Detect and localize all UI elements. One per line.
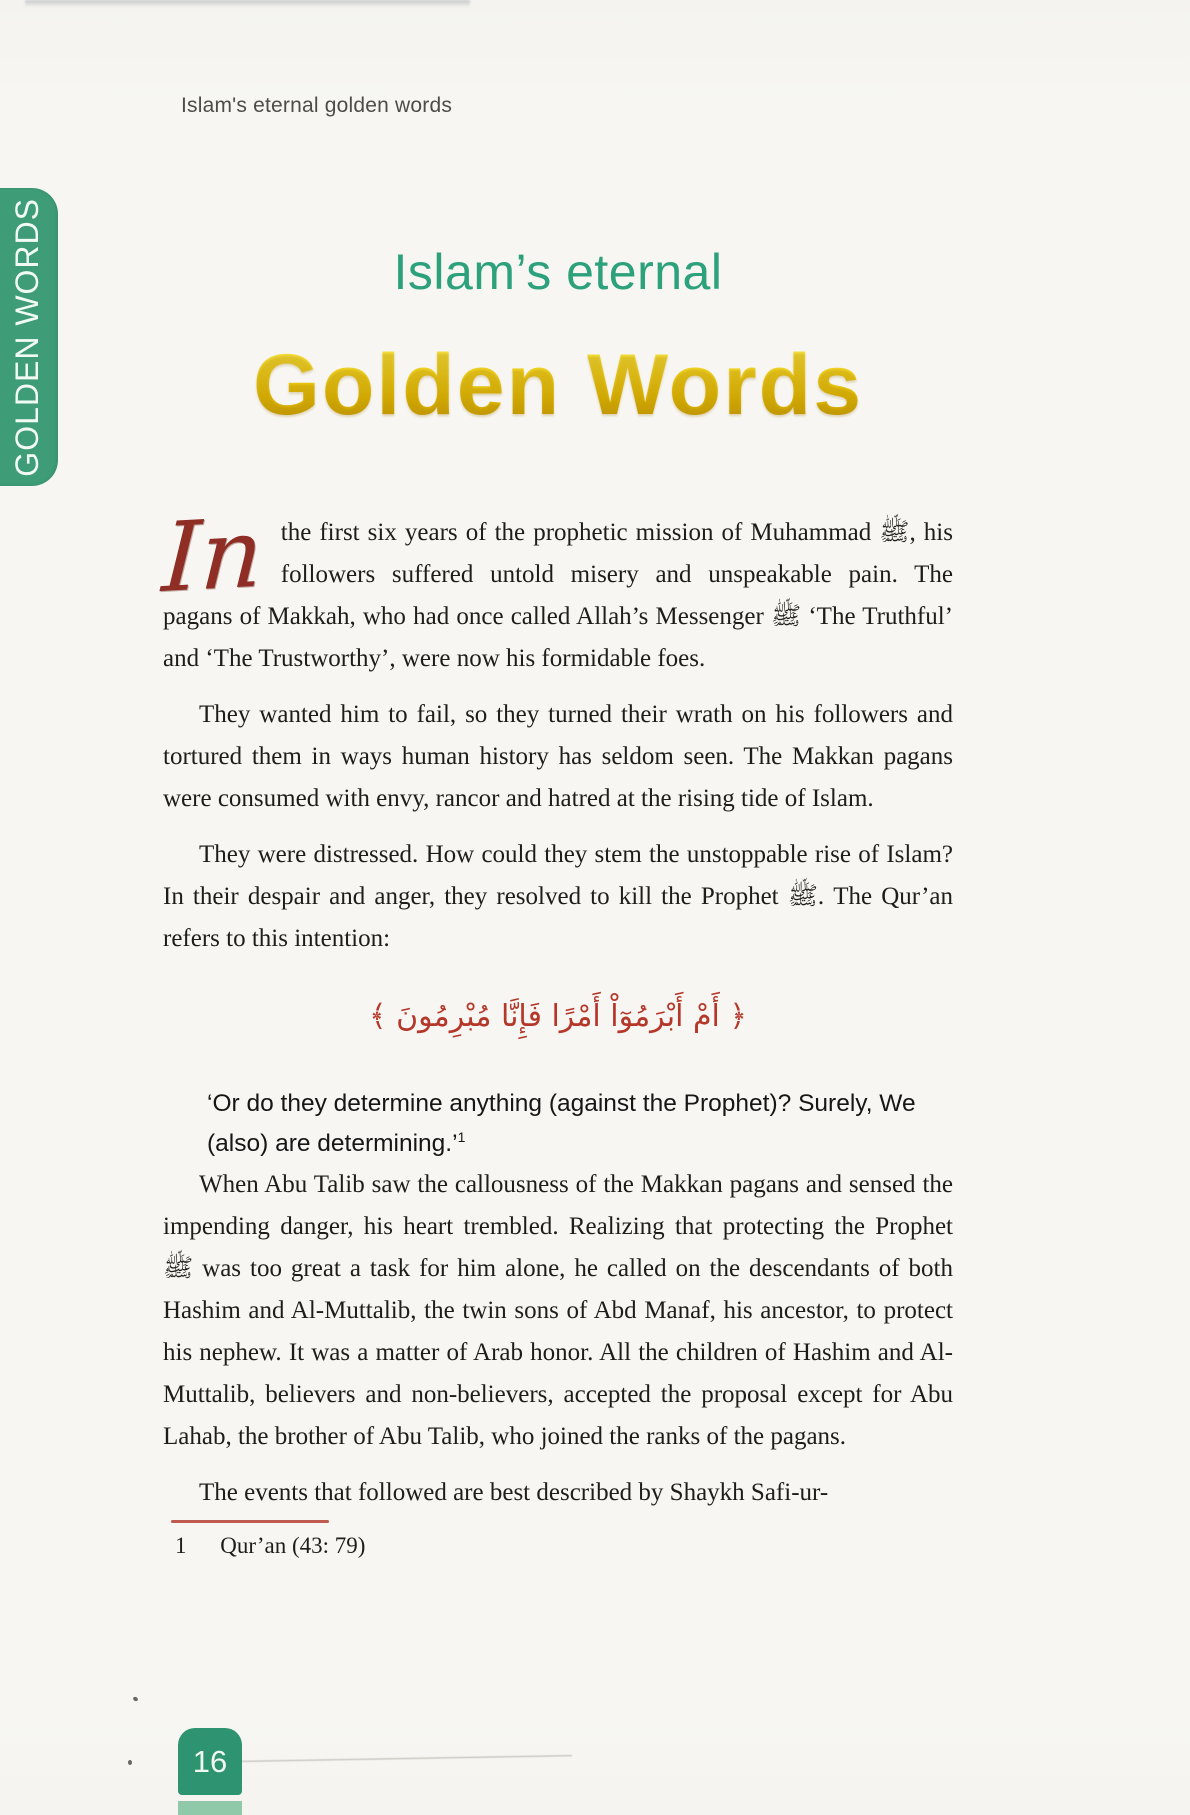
- paragraph-1-text: the first six years of the prophetic mission of Muhammad ﷺ, his followers suffered untold misery and unspeakable pain. The pagans of Makkah, who had once called Allah’s Messenger ﷺ ‘The Truthful’ and ‘The Trustworthy’, were now his formidable foes.: [163, 519, 953, 672]
- page-number-box: [178, 1728, 242, 1795]
- verse-translation-quote: [207, 1084, 917, 1164]
- chapter-title-line1: Islam’s eternal: [393, 244, 723, 300]
- footnote-reference: 1: [457, 1128, 466, 1145]
- footnote-number: 1: [175, 1533, 187, 1558]
- paragraph-1: [159, 496, 953, 680]
- scan-scratch-artifact: [242, 1755, 572, 1762]
- paragraph-4: When Abu Talib saw the callousness of the Makkan pagans and sensed the impending danger, his heart trembled. Realizing that protecting the Prophet ﷺ was too great a task for him alone, he called on the descendants of both Hashim and Al-Muttalib, the twin sons of Abd Manaf, his ancestor, to protect his nephew. It was a matter of Arab honor. All the children of Hashim and Al-Muttalib, believers and non-believers, accepted the proposal except for Abu Lahab, the brother of Abu Talib, who joined the ranks of the pagans.: [163, 1171, 953, 1450]
- paragraph-3: They were distressed. How could they stem the unstoppable rise of Islam? In their despair and anger, they resolved to kill the Prophet ﷺ. The Qur’an refers to this intention:: [163, 841, 953, 952]
- page-number-box-reflection: [178, 1801, 242, 1815]
- scan-edge-artifact: [25, 0, 470, 7]
- paragraph-2: They wanted him to fail, so they turned their wrath on his followers and tortured them in ways human history has seldom seen. The Makkan pagans were consumed with envy, rancor and hatred at the rising tide of Islam.: [163, 701, 953, 812]
- running-header: Islam's eternal golden words: [181, 94, 453, 117]
- chapter-side-tab-label: GOLDEN WORDS: [8, 197, 45, 477]
- footnote-separator-rule: [171, 1520, 329, 1523]
- footnote-text: Qur’an (43: 79): [220, 1533, 366, 1558]
- paragraph-5: The events that followed are best described by Shaykh Safi-ur-: [199, 1479, 829, 1506]
- chapter-side-tab: [0, 188, 58, 486]
- scan-speck-artifact: [128, 1760, 132, 1765]
- dropcap-in: In: [159, 496, 266, 615]
- scan-speck-artifact: [132, 1696, 138, 1702]
- chapter-title-line2: Golden Words: [163, 336, 953, 435]
- footnote: [163, 1529, 953, 1563]
- quran-verse-arabic: ﴿ أَمْ أَبْرَمُوٓاْ أَمْرًا فَإِنَّا مُبْرِمُونَ ﴾: [369, 999, 747, 1034]
- article-body: [159, 496, 953, 1563]
- page-number: 16: [192, 1743, 228, 1779]
- verse-translation-text: ‘Or do they determine anything (against the Prophet)? Surely, We (also) are determining.’: [207, 1090, 916, 1157]
